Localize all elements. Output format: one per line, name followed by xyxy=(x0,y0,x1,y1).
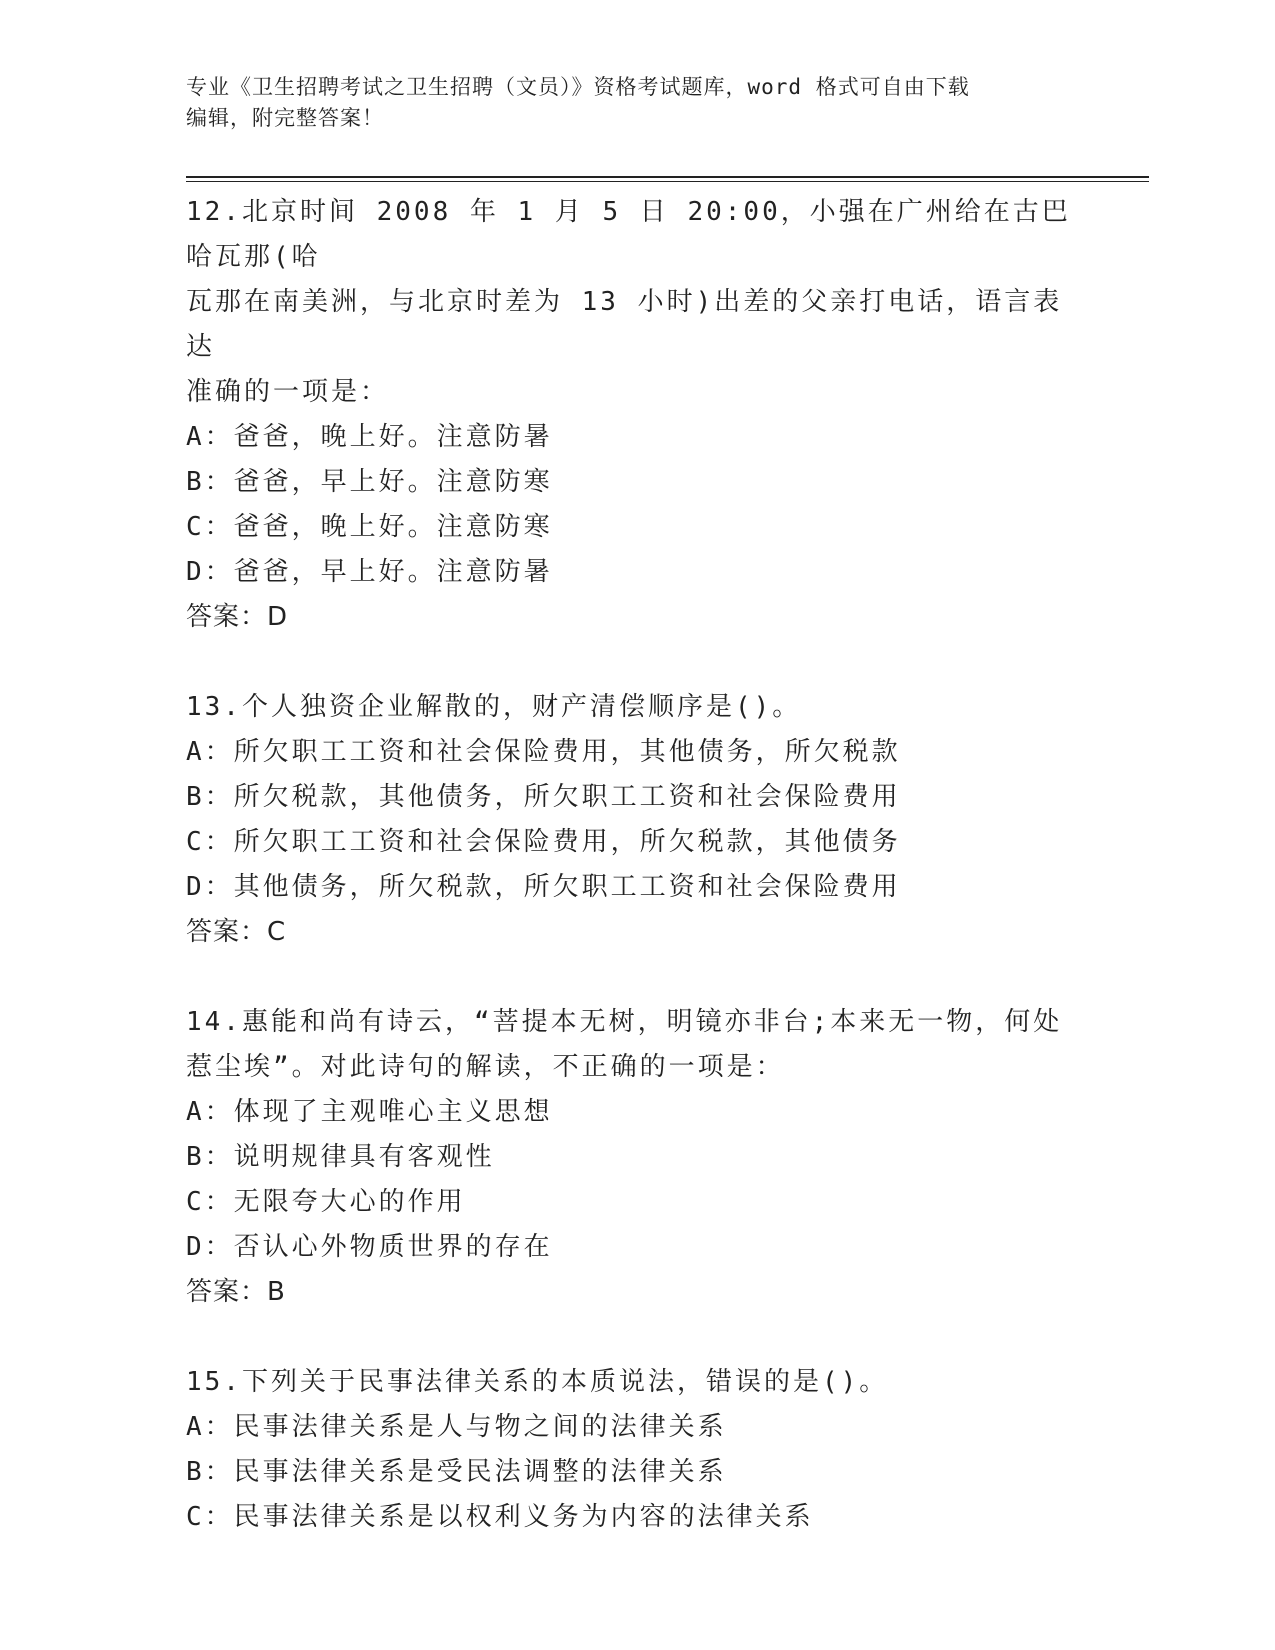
question-stem-line: 14.惠能和尚有诗云，“菩提本无树，明镜亦非台;本来无一物，何处 xyxy=(186,1007,1063,1037)
option-c: C：无限夸大心的作用 xyxy=(186,1187,466,1217)
spacer xyxy=(186,955,1086,1000)
question-stem-line: 12.北京时间 2008 年 1 月 5 日 20:00，小强在广州给在古巴哈瓦那(哈 xyxy=(186,197,1071,272)
option-d: D：否认心外物质世界的存在 xyxy=(186,1232,553,1262)
question-stem-line: 准确的一项是： xyxy=(186,377,390,407)
option-a: A：所欠职工工资和社会保险费用，其他债务，所欠税款 xyxy=(186,737,901,767)
answer-line: 答案：D xyxy=(186,602,289,632)
option-a: A：爸爸，晚上好。注意防暑 xyxy=(186,422,553,452)
option-d: D：爸爸，早上好。注意防暑 xyxy=(186,557,553,587)
option-b: B：爸爸，早上好。注意防寒 xyxy=(186,467,553,497)
question-12 xyxy=(186,190,1086,640)
answer-line: 答案：C xyxy=(186,917,287,947)
option-d: D：其他债务，所欠税款，所欠职工工资和社会保险费用 xyxy=(186,872,901,902)
question-15 xyxy=(186,1360,1086,1540)
question-list xyxy=(186,190,1086,1540)
option-c: C：民事法律关系是以权利义务为内容的法律关系 xyxy=(186,1502,814,1532)
header-rule-thick xyxy=(186,176,1149,178)
header-line-1: 专业《卫生招聘考试之卫生招聘（文员）》资格考试题库，word 格式可自由下载 xyxy=(186,75,970,99)
option-c: C：爸爸，晚上好。注意防寒 xyxy=(186,512,553,542)
spacer xyxy=(186,1315,1086,1360)
question-stem-line: 瓦那在南美洲，与北京时差为 13 小时)出差的父亲打电话，语言表达 xyxy=(186,287,1063,362)
option-b: B：所欠税款，其他债务，所欠职工工资和社会保险费用 xyxy=(186,782,901,812)
option-a: A：民事法律关系是人与物之间的法律关系 xyxy=(186,1412,727,1442)
document-header xyxy=(186,72,1086,134)
option-a: A：体现了主观唯心主义思想 xyxy=(186,1097,553,1127)
header-line-2: 编辑，附完整答案！ xyxy=(186,106,384,130)
question-14 xyxy=(186,1000,1086,1315)
answer-line: 答案：B xyxy=(186,1277,286,1307)
question-stem-line: 惹尘埃”。对此诗句的解读，不正确的一项是： xyxy=(186,1052,785,1082)
option-b: B：民事法律关系是受民法调整的法律关系 xyxy=(186,1457,727,1487)
option-c: C：所欠职工工资和社会保险费用，所欠税款，其他债务 xyxy=(186,827,901,857)
option-b: B：说明规律具有客观性 xyxy=(186,1142,495,1172)
question-13 xyxy=(186,685,1086,955)
question-stem-line: 15.下列关于民事法律关系的本质说法，错误的是()。 xyxy=(186,1367,889,1397)
header-rule-thin xyxy=(186,181,1149,182)
spacer xyxy=(186,640,1086,685)
question-stem-line: 13.个人独资企业解散的，财产清偿顺序是()。 xyxy=(186,692,802,722)
